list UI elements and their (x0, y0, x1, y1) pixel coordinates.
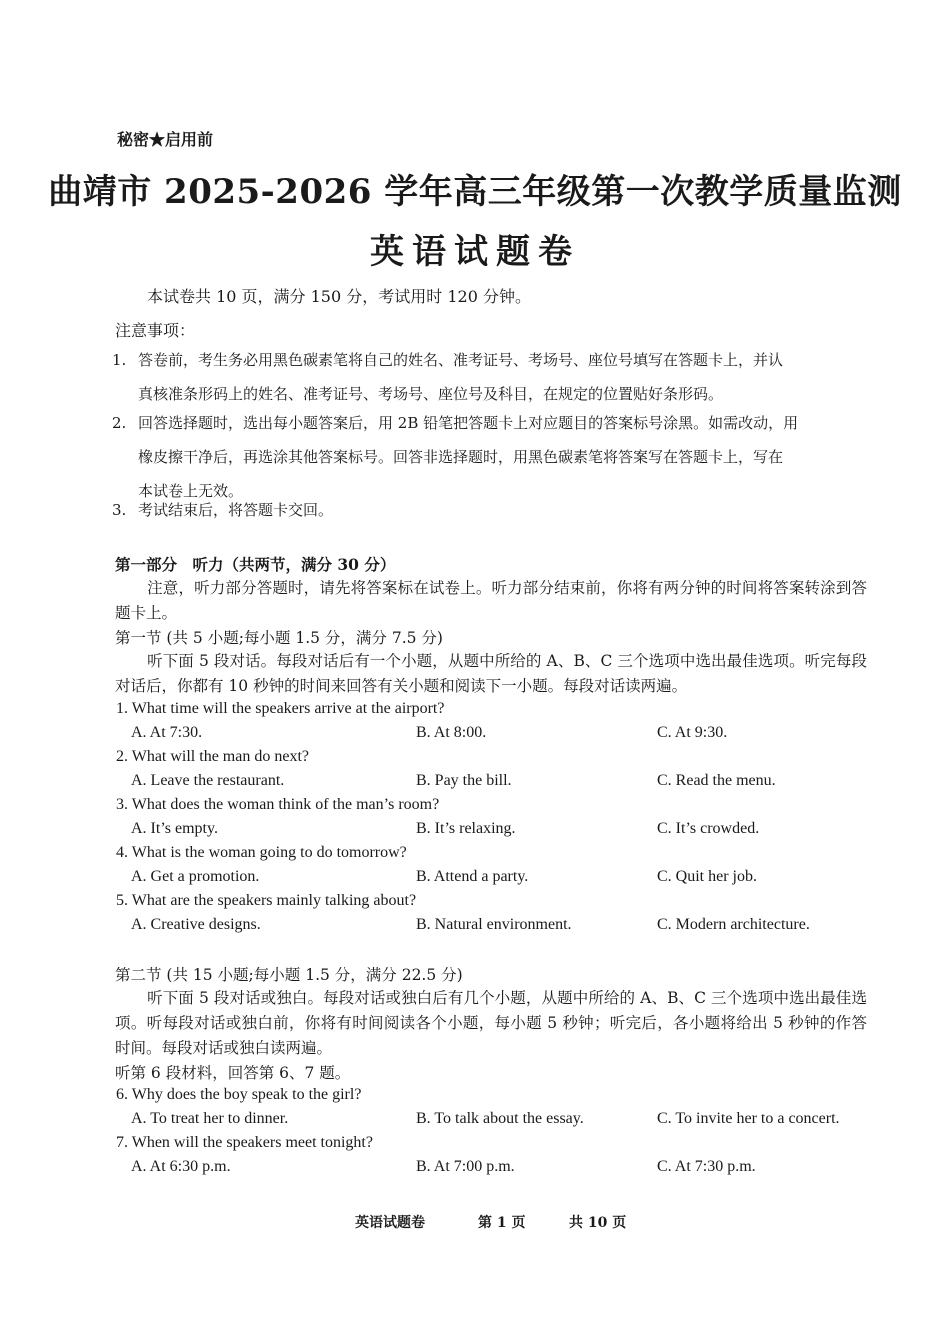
exam-subtitle: 英语试题卷 (370, 232, 580, 272)
footer-page-number: 第 1 页 (478, 1215, 526, 1231)
question-1: 1. What time will the speakers arrive at the airport? (116, 700, 445, 717)
q4-option-c: C. Quit her job. (657, 868, 757, 885)
section1-instruction (115, 649, 867, 699)
notice-heading: 注意事项： (115, 321, 196, 340)
q3-option-b: B. It’s relaxing. (416, 820, 516, 837)
notice-item-number: 1. (112, 351, 127, 369)
section1-instruction-text: 听下面 5 段对话。每段对话后有一个小题，从题中所给的 A、B、C 三个选项中选出最佳选项。听完每段对话后，你都有 10 秒钟的时间来回答有关小题和阅读下一小题。每段对话读两遍。 (115, 652, 867, 695)
q6-option-a: A. To treat her to dinner. (131, 1110, 289, 1127)
notice-item (112, 343, 872, 411)
q7-option-c: C. At 7:30 p.m. (657, 1158, 756, 1175)
q7-option-a: A. At 6:30 p.m. (131, 1158, 231, 1175)
footer-exam-name: 英语试题卷 (355, 1215, 425, 1231)
q7-option-b: B. At 7:00 p.m. (416, 1158, 515, 1175)
part1-heading: 第一部分 听力（共两节，满分 30 分） (115, 555, 396, 574)
q5-option-c: C. Modern architecture. (657, 916, 810, 933)
q2-option-c: C. Read the menu. (657, 772, 776, 789)
section2-material: 听第 6 段材料，回答第 6、7 题。 (115, 1064, 351, 1082)
q1-option-c: C. At 9:30. (657, 724, 728, 741)
q3-option-c: C. It’s crowded. (657, 820, 760, 837)
q5-option-b: B. Natural environment. (416, 916, 572, 933)
q1-option-b: B. At 8:00. (416, 724, 487, 741)
notice-item-text: 本试卷上无效。 (138, 482, 244, 500)
section2-heading: 第二节 (共 15 小题;每小题 1.5 分，满分 22.5 分) (115, 966, 463, 984)
question-2: 2. What will the man do next? (116, 748, 309, 765)
notice-item-text: 回答选择题时，选出每小题答案后，用 2B 铅笔把答题卡上对应题目的答案标号涂黑。如需改动，用 (138, 414, 799, 432)
part1-note (115, 576, 867, 626)
q6-option-c: C. To invite her to a concert. (657, 1110, 840, 1127)
notice-item (112, 493, 872, 527)
exam-intro: 本试卷共 10 页，满分 150 分，考试用时 120 分钟。 (147, 287, 531, 306)
q2-option-b: B. Pay the bill. (416, 772, 512, 789)
question-7: 7. When will the speakers meet tonight? (116, 1134, 373, 1151)
notice-item-number: 3. (112, 501, 127, 519)
question-4: 4. What is the woman going to do tomorrow? (116, 844, 407, 861)
exam-title: 曲靖市 2025-2026 学年高三年级第一次教学质量监测 (48, 172, 902, 212)
part1-note-text: 注意，听力部分答题时，请先将答案标在试卷上。听力部分结束前，你将有两分钟的时间将答案转涂到答题卡上。 (115, 579, 867, 622)
q2-option-a: A. Leave the restaurant. (131, 772, 285, 789)
section1-heading: 第一节 (共 5 小题;每小题 1.5 分，满分 7.5 分) (115, 629, 443, 647)
q4-option-b: B. Attend a party. (416, 868, 529, 885)
q4-option-a: A. Get a promotion. (131, 868, 260, 885)
q5-option-a: A. Creative designs. (131, 916, 261, 933)
q6-option-b: B. To talk about the essay. (416, 1110, 584, 1127)
confidential-label: 秘密★启用前 (117, 130, 214, 149)
notice-item-text: 橡皮擦干净后，再选涂其他答案标号。回答非选择题时，用黑色碳素笔将答案写在答题卡上，写在 (138, 448, 784, 466)
notice-item-text: 答卷前，考生务必用黑色碳素笔将自己的姓名、准考证号、考场号、座位号填写在答题卡上，并认 (138, 351, 784, 369)
question-6: 6. Why does the boy speak to the girl? (116, 1086, 362, 1103)
notice-item-text: 真核准条形码上的姓名、准考证号、考场号、座位号及科目，在规定的位置贴好条形码。 (138, 385, 724, 403)
section2-instruction-text: 听下面 5 段对话或独白。每段对话或独白后有几个小题，从题中所给的 A、B、C 三个选项中选出最佳选项。听每段对话或独白前，你将有时间阅读各个小题，每小题 5 秒钟；听完后，各小题将给出 5 秒钟的作答时间。每段对话或独白读两遍。 (115, 989, 867, 1057)
notice-item-number: 2. (112, 414, 127, 432)
question-5: 5. What are the speakers mainly talking about? (116, 892, 417, 909)
notice-item-text: 考试结束后，将答题卡交回。 (138, 501, 334, 519)
q3-option-a: A. It’s empty. (131, 820, 218, 837)
footer-page-total: 共 10 页 (569, 1215, 627, 1231)
section2-instruction (115, 986, 867, 1061)
q1-option-a: A. At 7:30. (131, 724, 203, 741)
question-3: 3. What does the woman think of the man’s room? (116, 796, 440, 813)
